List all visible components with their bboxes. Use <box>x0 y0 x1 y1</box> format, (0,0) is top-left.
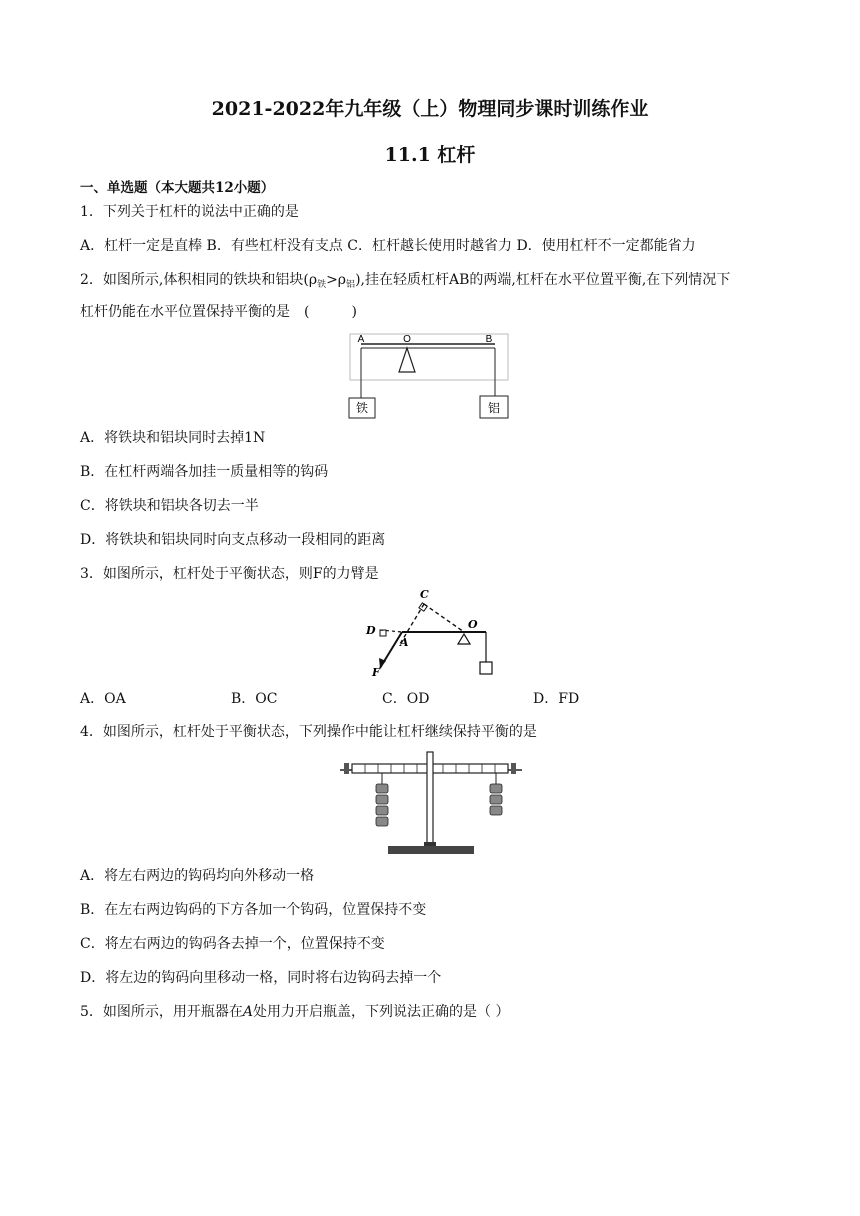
question-5-point-label: A <box>242 1004 254 1020</box>
question-2-option-b: B．在杠杆两端各加挂一质量相等的钩码 <box>80 464 329 480</box>
question-2-stem <box>80 270 730 295</box>
lever-iron-aluminum-figure <box>345 326 515 422</box>
label-o: O <box>468 618 478 631</box>
question-2-option-c: C．将铁块和铝块各切去一半 <box>80 498 259 514</box>
fulcrum-o <box>458 634 470 644</box>
question-3-option-c: C．OD <box>382 691 430 707</box>
question-2-stem-line2: 杠杆仍能在水平位置保持平衡的是 ( ) <box>80 304 357 320</box>
question-3-option-d: D．FD <box>533 691 580 707</box>
stand-post <box>427 752 433 844</box>
iron-block-label: 铁 <box>355 401 369 415</box>
question-2-option-d: D．将铁块和铝块同时向支点移动一段相同的距离 <box>80 532 386 548</box>
question-5-stem-part1: 5．如图所示，用开瓶器在 <box>80 1004 243 1020</box>
label-o: O <box>403 334 411 345</box>
question-5-stem-part2: 处用力开启瓶盖，下列说法正确的是（ ） <box>253 1004 510 1020</box>
question-2-stem-part1: 2．如图所示,体积相同的铁块和铝块(ρ <box>80 272 318 288</box>
left-balance-nut <box>344 763 349 774</box>
dashed-oc <box>424 604 464 632</box>
figure-frame <box>350 334 508 380</box>
left-hooked-weights <box>376 784 388 826</box>
section-heading: 一、单选题（本大题共12小题） <box>80 180 275 196</box>
question-4-option-d: D．将左边的钩码向里移动一格，同时将右边钩码去掉一个 <box>80 970 442 986</box>
density-subscript-iron: 铁 <box>317 280 327 290</box>
right-hooked-weights <box>490 784 502 815</box>
question-4-option-a: A．将左右两边的钩码均向外移动一格 <box>80 868 315 884</box>
hanging-weight <box>480 662 492 674</box>
question-2-stem-part2: ),挂在轻质杠杆AB的两端,杠杆在水平位置平衡,在下列情况下 <box>355 272 731 288</box>
question-2-stem-mid: >ρ <box>326 272 347 288</box>
question-3-option-b: B．OC <box>231 691 278 707</box>
question-2-option-a: A．将铁块和铝块同时去掉1N <box>80 430 266 446</box>
aluminum-block-label: 铝 <box>487 401 501 415</box>
question-5-stem <box>80 1002 510 1022</box>
label-f: F <box>372 666 380 679</box>
question-1-options: A．杠杆一定是直棒 B．有些杠杆没有支点 C．杠杆越长使用时越省力 D．使用杠杆不一定都能省力 <box>80 238 696 254</box>
right-angle-d <box>380 630 386 636</box>
label-d: D <box>366 624 376 637</box>
question-4-option-b: B．在左右两边钩码的下方各加一个钩码，位置保持不变 <box>80 902 427 918</box>
lever-balance-stand-figure <box>332 746 528 858</box>
label-a: A <box>400 636 409 649</box>
lever-force-arm-figure <box>360 584 500 680</box>
question-4-stem: 4．如图所示，杠杆处于平衡状态，下列操作中能让杠杆继续保持平衡的是 <box>80 724 537 740</box>
label-a: A <box>357 334 365 345</box>
question-3-option-a: A．OA <box>80 691 126 707</box>
fulcrum-triangle <box>399 348 415 372</box>
lesson-title: 11.1 杠杆 <box>384 144 476 166</box>
right-balance-nut <box>511 763 516 774</box>
question-1-stem: 1．下列关于杠杆的说法中正确的是 <box>80 204 299 220</box>
label-b: B <box>485 334 493 345</box>
density-subscript-aluminum: 铝 <box>346 280 356 290</box>
question-3-stem: 3．如图所示，杠杆处于平衡状态，则F的力臂是 <box>80 566 379 582</box>
question-4-option-c: C．将左右两边的钩码各去掉一个，位置保持不变 <box>80 936 385 952</box>
label-c: C <box>420 588 429 601</box>
stand-base <box>388 846 474 854</box>
post-foot <box>424 842 436 846</box>
document-title: 2021-2022年九年级（上）物理同步课时训练作业 <box>211 98 649 120</box>
